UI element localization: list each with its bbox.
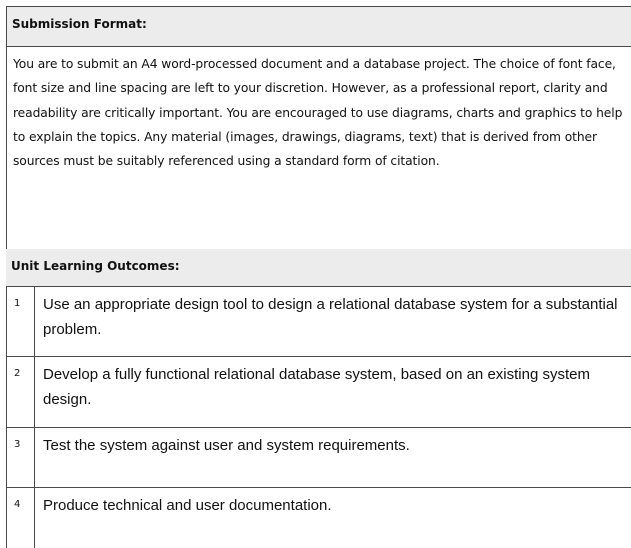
outcome-row-3: [6, 428, 631, 488]
outcome-row-4: [6, 488, 631, 548]
outcome-text: Develop a fully functional relational database system, based on an existing system design.: [43, 366, 590, 408]
assignment-brief-table: [6, 6, 631, 546]
submission-format-heading: Submission Format:: [6, 6, 631, 46]
outcome-text: Use an appropriate design tool to design a relational database system for a substantial problem.: [43, 296, 618, 338]
outcome-row-2: [6, 357, 631, 428]
outcome-text: Produce technical and user documentation.: [43, 497, 332, 514]
outcome-number: 2: [7, 357, 35, 427]
outcome-number: 1: [7, 287, 35, 356]
learning-outcomes-heading: Unit Learning Outcomes:: [6, 249, 631, 286]
outcome-number: 4: [7, 488, 35, 548]
submission-format-text: You are to submit an A4 word-processed document and a database project. The choice of font face, font size and line spacing are left to your discretion. However, as a professional report, clarity and readability are critically important. You are encouraged to use diagrams, charts and graphics to help to explain the topics. Any material (images, drawings, diagrams, text) that is derived from other sources must be suitably referenced using a standard form of citation.: [13, 57, 623, 169]
outcome-number: 3: [7, 428, 35, 487]
outcome-row-1: [6, 287, 631, 357]
submission-format-body: [6, 46, 631, 249]
learning-outcomes-list: [6, 286, 631, 548]
outcome-text: Test the system against user and system requirements.: [43, 437, 410, 454]
